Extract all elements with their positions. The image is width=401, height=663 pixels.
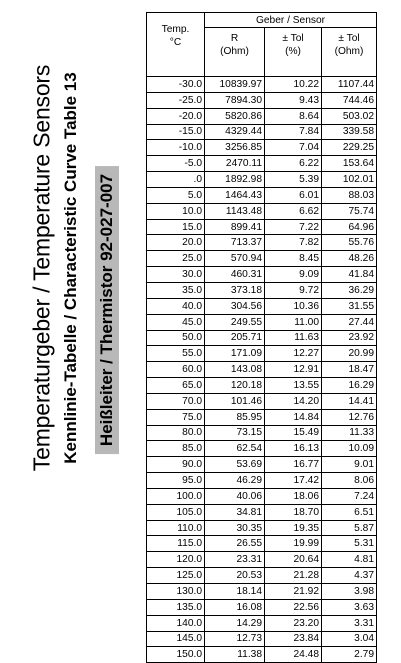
- cell-temperature: 90.0: [147, 457, 205, 473]
- cell-temperature: -5.0: [147, 156, 205, 172]
- cell-tolerance-percent: 10.22: [265, 77, 322, 93]
- cell-tolerance-percent: 18.06: [265, 488, 322, 504]
- cell-tolerance-percent: 16.77: [265, 457, 322, 473]
- cell-temperature: 15.0: [147, 219, 205, 235]
- table-row: [147, 536, 377, 552]
- cell-temperature: -20.0: [147, 108, 205, 124]
- cell-tolerance-ohm: 229.25: [322, 140, 377, 156]
- cell-temperature: -15.0: [147, 124, 205, 140]
- cell-resistance: 14.29: [205, 615, 265, 631]
- header-tolohm-unit: (Ohm): [334, 46, 364, 57]
- cell-temperature: 80.0: [147, 425, 205, 441]
- table-row: [147, 235, 377, 251]
- cell-tolerance-ohm: 7.24: [322, 488, 377, 504]
- cell-resistance: 46.29: [205, 473, 265, 489]
- cell-temperature: -10.0: [147, 140, 205, 156]
- characteristic-curve-table: [146, 12, 377, 663]
- cell-tolerance-ohm: 9.01: [322, 457, 377, 473]
- cell-temperature: 150.0: [147, 647, 205, 663]
- header-tolerance-percent: [265, 28, 322, 77]
- table-row: [147, 425, 377, 441]
- table-row: [147, 504, 377, 520]
- table-row: [147, 282, 377, 298]
- cell-tolerance-ohm: 27.44: [322, 314, 377, 330]
- cell-temperature: 10.0: [147, 203, 205, 219]
- cell-tolerance-percent: 21.28: [265, 568, 322, 584]
- table-row: [147, 156, 377, 172]
- cell-temperature: 95.0: [147, 473, 205, 489]
- cell-tolerance-percent: 21.92: [265, 584, 322, 600]
- cell-tolerance-percent: 12.91: [265, 362, 322, 378]
- table-row: [147, 378, 377, 394]
- cell-tolerance-percent: 15.49: [265, 425, 322, 441]
- cell-resistance: 7894.30: [205, 92, 265, 108]
- cell-temperature: 110.0: [147, 520, 205, 536]
- cell-resistance: 26.55: [205, 536, 265, 552]
- cell-temperature: -25.0: [147, 92, 205, 108]
- cell-resistance: 1464.43: [205, 187, 265, 203]
- table-body: [147, 77, 377, 663]
- cell-resistance: 18.14: [205, 584, 265, 600]
- table-row: [147, 488, 377, 504]
- cell-tolerance-percent: 8.64: [265, 108, 322, 124]
- cell-tolerance-percent: 14.20: [265, 393, 322, 409]
- cell-tolerance-percent: 16.13: [265, 441, 322, 457]
- table-row: [147, 203, 377, 219]
- cell-tolerance-ohm: 36.29: [322, 282, 377, 298]
- cell-temperature: 70.0: [147, 393, 205, 409]
- cell-tolerance-ohm: 14.41: [322, 393, 377, 409]
- cell-resistance: 120.18: [205, 378, 265, 394]
- cell-resistance: 101.46: [205, 393, 265, 409]
- cell-tolerance-ohm: 102.01: [322, 172, 377, 188]
- table-row: [147, 568, 377, 584]
- cell-resistance: 62.54: [205, 441, 265, 457]
- header-resistance-unit: (Ohm): [220, 46, 249, 57]
- cell-temperature: 35.0: [147, 282, 205, 298]
- cell-resistance: 5820.86: [205, 108, 265, 124]
- cell-temperature: 50.0: [147, 330, 205, 346]
- table-row: [147, 615, 377, 631]
- cell-tolerance-ohm: 4.81: [322, 552, 377, 568]
- cell-tolerance-percent: 12.27: [265, 346, 322, 362]
- cell-tolerance-percent: 24.48: [265, 647, 322, 663]
- table-row: [147, 584, 377, 600]
- cell-resistance: 30.35: [205, 520, 265, 536]
- cell-temperature: 25.0: [147, 251, 205, 267]
- cell-tolerance-ohm: 64.96: [322, 219, 377, 235]
- cell-temperature: 60.0: [147, 362, 205, 378]
- cell-tolerance-percent: 6.22: [265, 156, 322, 172]
- cell-tolerance-ohm: 75.74: [322, 203, 377, 219]
- cell-tolerance-ohm: 5.31: [322, 536, 377, 552]
- cell-tolerance-ohm: 744.46: [322, 92, 377, 108]
- table-row: [147, 441, 377, 457]
- table-row: [147, 473, 377, 489]
- cell-resistance: 53.69: [205, 457, 265, 473]
- table-row: [147, 520, 377, 536]
- cell-tolerance-percent: 18.70: [265, 504, 322, 520]
- header-temp-label: Temp.: [161, 24, 190, 35]
- header-tolpct-unit: (%): [285, 46, 301, 57]
- cell-resistance: 10839.97: [205, 77, 265, 93]
- cell-tolerance-ohm: 503.02: [322, 108, 377, 124]
- cell-tolerance-ohm: 4.37: [322, 568, 377, 584]
- cell-tolerance-ohm: 12.76: [322, 409, 377, 425]
- table-row: [147, 457, 377, 473]
- header-tolohm-label: ± Tol: [338, 33, 360, 44]
- title-characteristic-curve: Kennlinie-Tabelle / Characteristic Curve Table 13: [61, 72, 80, 464]
- header-resistance: [205, 28, 265, 77]
- header-tolpct-label: ± Tol: [282, 33, 304, 44]
- cell-resistance: 460.31: [205, 267, 265, 283]
- table-row: [147, 346, 377, 362]
- table-row: [147, 267, 377, 283]
- cell-temperature: 135.0: [147, 599, 205, 615]
- cell-resistance: 143.08: [205, 362, 265, 378]
- cell-tolerance-percent: 7.84: [265, 124, 322, 140]
- header-tolerance-ohm: [322, 28, 377, 77]
- cell-resistance: 373.18: [205, 282, 265, 298]
- cell-temperature: 30.0: [147, 267, 205, 283]
- cell-resistance: 171.09: [205, 346, 265, 362]
- cell-tolerance-ohm: 5.87: [322, 520, 377, 536]
- cell-temperature: 120.0: [147, 552, 205, 568]
- header-sensor-group: Geber / Sensor: [205, 13, 377, 28]
- cell-tolerance-percent: 8.45: [265, 251, 322, 267]
- title-thermistor-part: Heißleiter / Thermistor 92-027-007: [95, 166, 119, 454]
- cell-tolerance-ohm: 48.26: [322, 251, 377, 267]
- cell-resistance: 40.06: [205, 488, 265, 504]
- cell-temperature: 130.0: [147, 584, 205, 600]
- cell-tolerance-percent: 13.55: [265, 378, 322, 394]
- title-temperature-sensors: Temperaturgeber / Temperature Sensors: [28, 64, 55, 472]
- cell-tolerance-percent: 9.43: [265, 92, 322, 108]
- cell-tolerance-ohm: 339.58: [322, 124, 377, 140]
- table-row: [147, 362, 377, 378]
- table-row: [147, 108, 377, 124]
- cell-resistance: 85.95: [205, 409, 265, 425]
- cell-temperature: 125.0: [147, 568, 205, 584]
- cell-temperature: 40.0: [147, 298, 205, 314]
- cell-tolerance-ohm: 3.63: [322, 599, 377, 615]
- cell-tolerance-percent: 9.72: [265, 282, 322, 298]
- cell-temperature: 145.0: [147, 631, 205, 647]
- cell-tolerance-ohm: 3.04: [322, 631, 377, 647]
- cell-tolerance-percent: 7.82: [265, 235, 322, 251]
- header-temperature: [147, 13, 205, 77]
- cell-resistance: 304.56: [205, 298, 265, 314]
- cell-temperature: 55.0: [147, 346, 205, 362]
- cell-resistance: 1143.48: [205, 203, 265, 219]
- table-row: [147, 647, 377, 663]
- cell-temperature: 75.0: [147, 409, 205, 425]
- table-row: [147, 187, 377, 203]
- cell-tolerance-percent: 22.56: [265, 599, 322, 615]
- cell-tolerance-ohm: 3.31: [322, 615, 377, 631]
- cell-resistance: 16.08: [205, 599, 265, 615]
- cell-tolerance-percent: 6.01: [265, 187, 322, 203]
- cell-tolerance-ohm: 23.92: [322, 330, 377, 346]
- table-row: [147, 552, 377, 568]
- cell-tolerance-ohm: 11.33: [322, 425, 377, 441]
- cell-resistance: 570.94: [205, 251, 265, 267]
- cell-temperature: 20.0: [147, 235, 205, 251]
- cell-tolerance-ohm: 88.03: [322, 187, 377, 203]
- table-row: [147, 314, 377, 330]
- table-row: [147, 77, 377, 93]
- cell-tolerance-percent: 5.39: [265, 172, 322, 188]
- cell-tolerance-percent: 9.09: [265, 267, 322, 283]
- cell-resistance: 11.38: [205, 647, 265, 663]
- cell-tolerance-percent: 14.84: [265, 409, 322, 425]
- cell-resistance: 3256.85: [205, 140, 265, 156]
- cell-temperature: 115.0: [147, 536, 205, 552]
- cell-temperature: -30.0: [147, 77, 205, 93]
- cell-tolerance-ohm: 31.55: [322, 298, 377, 314]
- table-row: [147, 124, 377, 140]
- cell-tolerance-percent: 17.42: [265, 473, 322, 489]
- cell-tolerance-ohm: 8.06: [322, 473, 377, 489]
- cell-resistance: 899.41: [205, 219, 265, 235]
- cell-tolerance-ohm: 55.76: [322, 235, 377, 251]
- cell-tolerance-percent: 11.63: [265, 330, 322, 346]
- cell-resistance: 73.15: [205, 425, 265, 441]
- cell-resistance: 4329.44: [205, 124, 265, 140]
- cell-tolerance-percent: 10.36: [265, 298, 322, 314]
- table-header: [147, 13, 377, 77]
- cell-resistance: 2470.11: [205, 156, 265, 172]
- cell-temperature: .0: [147, 172, 205, 188]
- cell-tolerance-percent: 11.00: [265, 314, 322, 330]
- cell-temperature: 105.0: [147, 504, 205, 520]
- cell-resistance: 713.37: [205, 235, 265, 251]
- cell-tolerance-ohm: 2.79: [322, 647, 377, 663]
- cell-tolerance-percent: 7.22: [265, 219, 322, 235]
- table-row: [147, 172, 377, 188]
- header-resistance-label: R: [230, 33, 239, 44]
- cell-tolerance-ohm: 20.99: [322, 346, 377, 362]
- cell-tolerance-percent: 20.64: [265, 552, 322, 568]
- cell-tolerance-percent: 23.20: [265, 615, 322, 631]
- cell-resistance: 23.31: [205, 552, 265, 568]
- cell-resistance: 12.73: [205, 631, 265, 647]
- cell-tolerance-percent: 19.99: [265, 536, 322, 552]
- cell-resistance: 249.55: [205, 314, 265, 330]
- cell-temperature: 5.0: [147, 187, 205, 203]
- cell-resistance: 1892.98: [205, 172, 265, 188]
- cell-resistance: 20.53: [205, 568, 265, 584]
- cell-temperature: 45.0: [147, 314, 205, 330]
- cell-tolerance-ohm: 3.98: [322, 584, 377, 600]
- cell-tolerance-ohm: 41.84: [322, 267, 377, 283]
- table-row: [147, 92, 377, 108]
- cell-resistance: 34.81: [205, 504, 265, 520]
- cell-tolerance-ohm: 1107.44: [322, 77, 377, 93]
- table-row: [147, 330, 377, 346]
- cell-tolerance-percent: 23.84: [265, 631, 322, 647]
- cell-tolerance-percent: 6.62: [265, 203, 322, 219]
- cell-temperature: 65.0: [147, 378, 205, 394]
- cell-temperature: 140.0: [147, 615, 205, 631]
- table-row: [147, 393, 377, 409]
- cell-resistance: 205.71: [205, 330, 265, 346]
- header-temp-unit: °C: [169, 37, 182, 48]
- table-row: [147, 298, 377, 314]
- cell-tolerance-ohm: 6.51: [322, 504, 377, 520]
- table-row: [147, 140, 377, 156]
- cell-tolerance-ohm: 153.64: [322, 156, 377, 172]
- table-row: [147, 251, 377, 267]
- cell-temperature: 100.0: [147, 488, 205, 504]
- table-row: [147, 409, 377, 425]
- table-row: [147, 631, 377, 647]
- cell-tolerance-percent: 19.35: [265, 520, 322, 536]
- cell-tolerance-ohm: 18.47: [322, 362, 377, 378]
- cell-tolerance-ohm: 10.09: [322, 441, 377, 457]
- table-row: [147, 219, 377, 235]
- cell-tolerance-ohm: 16.29: [322, 378, 377, 394]
- cell-temperature: 85.0: [147, 441, 205, 457]
- cell-tolerance-percent: 7.04: [265, 140, 322, 156]
